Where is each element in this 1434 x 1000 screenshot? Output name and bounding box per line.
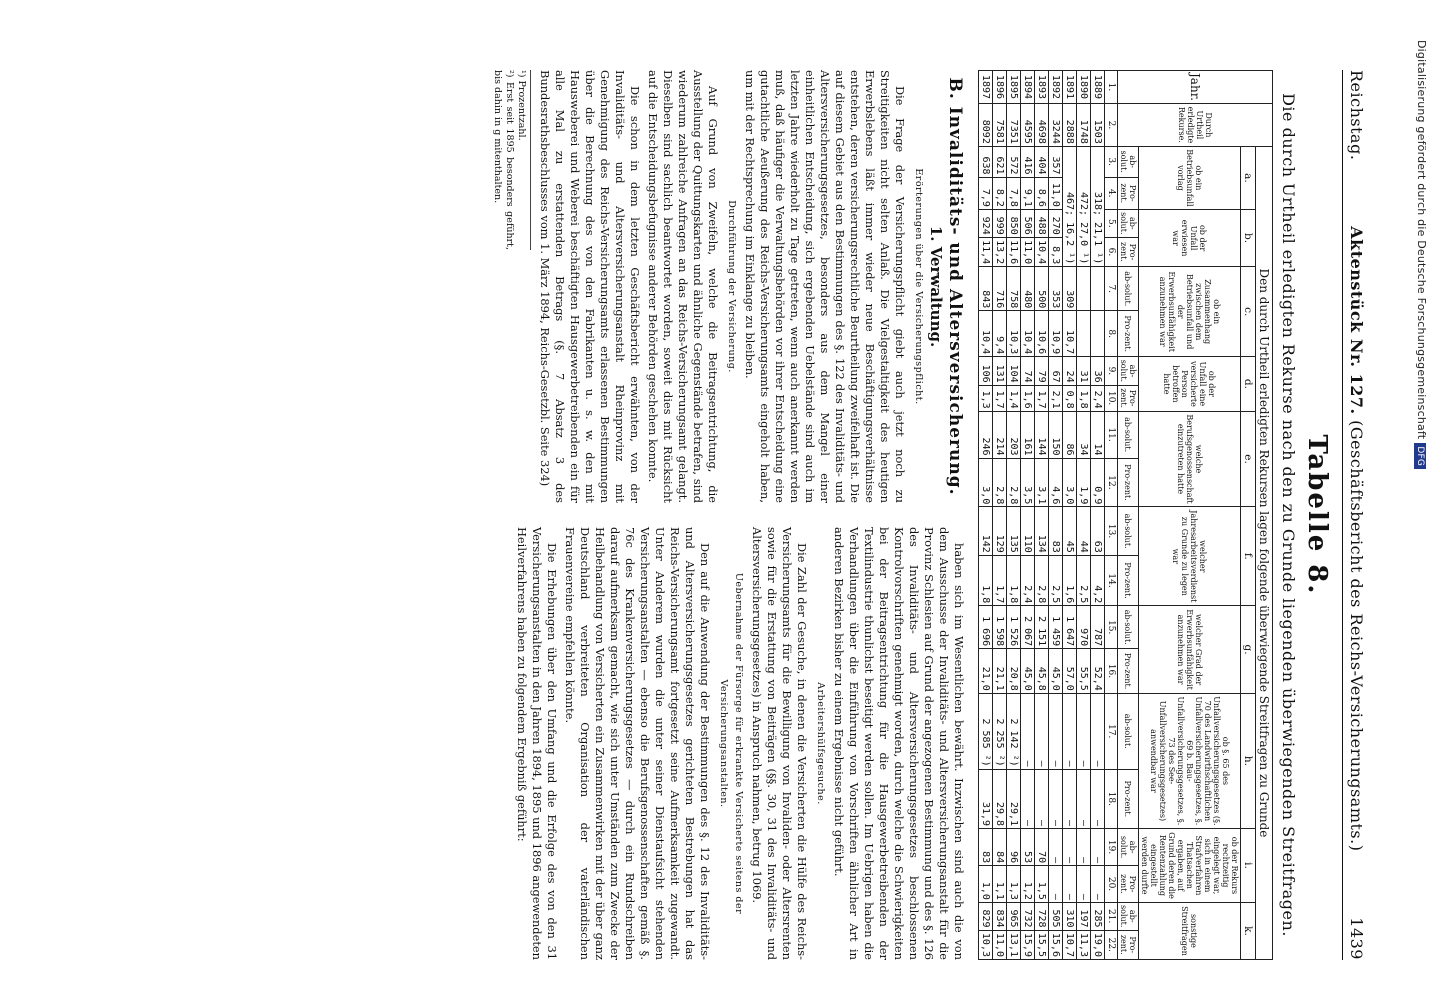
- header-group-desc: ob der Unfall erwiesen war: [1139, 209, 1241, 266]
- cell-value: 31: [1077, 357, 1091, 385]
- cell-value: —: [1091, 769, 1105, 828]
- cell-value: 1,1: [993, 866, 1007, 903]
- header-group-letter: d.: [1241, 357, 1256, 412]
- subsection-heading: 1. Verwaltung.: [927, 225, 945, 348]
- cell-value: 74: [1021, 357, 1035, 385]
- cell-value: 55,5: [1077, 649, 1091, 694]
- cell-value: 110: [1021, 507, 1035, 555]
- cell-value: 2,4: [1091, 385, 1105, 411]
- header-absolute: ab-solut.: [1118, 693, 1139, 769]
- cell-value: 1,7: [993, 555, 1007, 605]
- header-group-desc: ob ein Betriebsunfall vorlag: [1139, 146, 1241, 209]
- cell-value: 357: [1049, 146, 1063, 177]
- header-absolute: ab-solut.: [1118, 902, 1139, 930]
- cell-value: —: [1049, 866, 1063, 903]
- cell-value: 2,4: [1021, 555, 1035, 605]
- dfg-credit-text: Digitalisierung gefördert durch die Deutsche ForschungsgemeinschaftDFG: [1414, 40, 1428, 469]
- cell-value: —: [1021, 769, 1035, 828]
- table-row: [1021, 71, 1035, 960]
- cell-value: 14: [1091, 411, 1105, 458]
- table-subtitle: Die durch Urtheil erledigten Rekurse nach den zu Grunde liegenden überwiegenden Streitfragen.: [1279, 93, 1298, 937]
- cell-value: 84: [993, 829, 1007, 866]
- header-group-letter: a.: [1241, 146, 1256, 209]
- cell-value: 1,7: [993, 385, 1007, 411]
- paragraph: haben sich im Wesentlichen bewährt. Inzwischen sind auch die von dem Ausschusse der Invaliditäts- und Altersversicherungsanstalt für die Provinz Schlesien auf Grund der angezogenen Bestimmung und des §. 126 des Invaliditäts- und Altersversicherungsgesetzes beschlossenen Kontrolvorschriften genehmigt worden, durch welche die Schwierigkeiten bei der Beitragsentrichtung für die Hausgewerbetreibenden der Textilindustrie thunlichst beseitigt werden sollen. Im Uebrigen haben die Verhandlungen über die Einführung von Vorschriften ähnlicher Art in anderen Bezirken bisher zu einem Ergebnisse nicht geführt.: [832, 527, 966, 960]
- cell-value: 416: [1021, 146, 1035, 177]
- header-center: Aktenstück Nr. 127. (Geschäftsbericht des Reichs-Versicherungsamts.): [1347, 226, 1366, 852]
- cell-value: 197: [1077, 902, 1091, 930]
- cell-value: 83: [1049, 507, 1063, 555]
- cell-value: 11,0: [1049, 177, 1063, 209]
- cell-value: 203: [1007, 411, 1021, 458]
- header-group-letter: f.: [1241, 507, 1256, 606]
- column-number: 9.: [1105, 357, 1118, 385]
- cell-value: 150: [1049, 411, 1063, 458]
- cell-value: 1,3: [979, 385, 993, 411]
- header-percent: Pro-zent.: [1118, 237, 1139, 267]
- cell-value: 480: [1021, 267, 1035, 311]
- column-number: 1.: [1105, 71, 1118, 104]
- header-percent: Pro-zent.: [1118, 555, 1139, 605]
- cell-value: 9,4: [993, 311, 1007, 357]
- table-title: Tabelle 8.: [1302, 434, 1332, 596]
- cell-value: 45,0: [1021, 649, 1035, 694]
- header-group-letter: e.: [1241, 411, 1256, 507]
- column-number: 13.: [1105, 507, 1118, 555]
- cell-value: 36: [1091, 357, 1105, 385]
- table-row: [1007, 71, 1021, 960]
- cell-value: [1091, 311, 1105, 357]
- cell-value: 44: [1077, 507, 1091, 555]
- digitization-credit: [1404, 0, 1434, 1000]
- cell-value: 850: [1007, 209, 1021, 237]
- cell-total: 7351: [1007, 103, 1021, 146]
- page-header: [1342, 70, 1366, 960]
- minor-heading: Erörterungen über die Versicherungspflicht.: [913, 168, 924, 405]
- paragraph: Die Frage der Versicherungspflicht giebt auch jetzt noch zu Streitigkeiten nicht selten Anlaß. Die Vielgestaltigkeit des heutigen Erwerbslebens läßt immer wieder neue Beschäftigungsverhältnisse entstehen, deren versicherungsrechtliche Beurtheilung zweifelhaft ist. Die auf diesem Gebiet aus den Bestimmungen des §. 122 des Invaliditäts- und Altersversicherungsgesetzes, besonders aus dem Mangel einer einheitlichen Entscheidung, sich ergebenden Uebelstände sind auch im letzten Jahre wiederholt zu Tage getreten, wenn auch anerkannt werden muß, daß häufiger die Verwaltungsbehörden vor ihrer Entscheidung eine gutachtliche Aeußerung des Reichs-Versicherungsamts eingeholt haben, um mit der Rechtsprechung im Einklange zu bleiben.: [743, 70, 907, 503]
- cell-value: [1077, 267, 1091, 311]
- header-year: Jahr.: [1118, 71, 1273, 104]
- cell-value: —: [1091, 693, 1105, 769]
- cell-value: 13,2: [993, 237, 1007, 267]
- paragraph: Auf Grund von Zweifeln, welche die Beitragsentrichtung, die Ausstellung der Quittungskarten und ähnliche Gegenstände betrafen, sind wiederum zahlreiche Anfragen an das Reichs-Versicherungsamt gelangt. Dieselben sind sachlich beantwortet worden, soweit dies mit Rücksicht auf die Entscheidungsbefugnisse anderer Behörden geschehen konnte.: [646, 70, 720, 503]
- cell-value: 29,8: [993, 769, 1007, 828]
- column-number: 12.: [1105, 458, 1118, 507]
- cell-value: 1 647: [1063, 606, 1077, 649]
- cell-value: 787: [1091, 606, 1105, 649]
- cell-value: 8,2: [993, 177, 1007, 209]
- header-absolute: ab-solut.: [1118, 267, 1139, 311]
- cell-value: 10,3: [979, 930, 993, 959]
- cell-value: 1,0: [979, 866, 993, 903]
- column-number: 2.: [1105, 103, 1118, 146]
- cell-value: 131: [993, 357, 1007, 385]
- cell-value: 34: [1077, 411, 1091, 458]
- cell-value: 1,8: [979, 555, 993, 605]
- header-left: Reichstag.: [1347, 70, 1366, 161]
- cell-value: —: [1049, 769, 1063, 828]
- header-absolute: ab-solut.: [1118, 507, 1139, 555]
- paragraph: Den auf die Anwendung der Bestimmungen des §. 12 des Invaliditäts- und Altersversicherungsgesetzes gerichteten Bestrebungen hat das Reichs-Versicherungsamt fortgesetzt seine Aufmerksamkeit zugewandt. Unter Anderem wurden die unter seiner Dienstaufsicht stehenden Versicherungsanstalten — ebenso die Berufsgenossenschaften gemäß §. 76c des Krankenversicherungsgesetzes — durch ein Rundschreiben darauf aufmerksam gemacht, wie sich unter Umständen zum Zwecke der Heilbehandlung von Versicherten ein Zusammenwirken mit der über ganz Deutschland verbreiteten Organisation der vaterländischen Frauenvereine empfehlen könnte.: [563, 527, 712, 960]
- cell-value: 1,4: [1007, 385, 1021, 411]
- table-row: [1091, 71, 1105, 960]
- cell-value: 2,5: [1049, 555, 1063, 605]
- cell-value: 15,5: [1035, 930, 1049, 959]
- table-row: [1063, 71, 1077, 960]
- cell-value: 3,1: [1035, 458, 1049, 507]
- cell-value: 10,4: [979, 311, 993, 357]
- cell-value: 0,9: [1091, 458, 1105, 507]
- cell-value: —: [1063, 693, 1077, 769]
- cell-value: 1,6: [1021, 385, 1035, 411]
- page-number: 1439: [1347, 917, 1366, 960]
- cell-value: 404: [1035, 146, 1049, 177]
- cell-value: 488: [1035, 209, 1049, 237]
- cell-value: 285: [1091, 902, 1105, 930]
- cell-value: 999: [993, 209, 1007, 237]
- statistics-table: [978, 70, 1273, 960]
- header-absolute: ab-solut.: [1118, 829, 1139, 866]
- cell-year: 1896: [993, 71, 1007, 104]
- cell-value: 83: [979, 829, 993, 866]
- cell-total: 2888: [1063, 103, 1077, 146]
- cell-value: 2,1: [1049, 385, 1063, 411]
- minor-heading: Arbeitershülfsgesuche.: [815, 682, 826, 805]
- cell-value: 1,8: [1077, 385, 1091, 411]
- header-percent: Pro-zent.: [1118, 866, 1139, 903]
- header-absolute: ab-solut.: [1118, 209, 1139, 237]
- cell-year: 1895: [1007, 71, 1021, 104]
- cell-total: 8092: [979, 103, 993, 146]
- table-row: [1049, 71, 1063, 960]
- cell-value: 11,3: [1077, 930, 1091, 959]
- column-number: 4.: [1105, 177, 1118, 209]
- column-number: 6.: [1105, 237, 1118, 267]
- cell-value: 21,1: [993, 649, 1007, 694]
- cell-value: 10,4: [1021, 311, 1035, 357]
- cell-value: 10,4: [1035, 237, 1049, 267]
- header-percent: Pro-zent.: [1118, 177, 1139, 209]
- column-number: 16.: [1105, 649, 1118, 694]
- cell-value: —: [1077, 866, 1091, 903]
- header-percent: Pro-zent.: [1118, 458, 1139, 507]
- cell-value: 716: [993, 267, 1007, 311]
- paragraph: Die Zahl der Gesuche, in denen die Versicherten die Hülfe des Reichs-Versicherungsamts für die Bewilligung von Invaliden- oder Altersrenten sowie für die Erstattung von Beiträgen (§§. 30, 31 des Invaliditäts- und Altersversicherungsgesetzes) in Anspruch nahmen, betrug 1069.: [750, 527, 809, 960]
- cell-value: 86: [1063, 411, 1077, 458]
- table-row: [993, 71, 1007, 960]
- cell-value: 506: [1021, 209, 1035, 237]
- cell-value: 829: [979, 902, 993, 930]
- cell-value: 2 142 ²): [1007, 693, 1021, 769]
- cell-value: 13,1: [1007, 930, 1021, 959]
- column-number: 10.: [1105, 385, 1118, 411]
- cell-value: 57,0: [1063, 649, 1077, 694]
- cell-value: 246: [979, 411, 993, 458]
- left-column: [491, 70, 966, 503]
- cell-combined-ab: 472; 27,0 ¹): [1077, 146, 1091, 266]
- cell-value: 843: [979, 267, 993, 311]
- header-group-desc: ob ein Zusammenhang zwischen dem Betriebsunfall und der Erwerbsunfähigkeit anzunehmen war: [1139, 267, 1241, 357]
- cell-total: 1748: [1077, 103, 1091, 146]
- minor-heading: Uebernahme der Fürsorge für erkrankte Versicherte seitens der Versicherungsanstalten.: [718, 572, 744, 915]
- cell-year: 1890: [1077, 71, 1091, 104]
- footnotes: [491, 70, 531, 250]
- header-percent: Pro-zent.: [1118, 769, 1139, 828]
- cell-value: —: [1049, 829, 1063, 866]
- cell-value: 758: [1007, 267, 1021, 311]
- cell-value: 2 067: [1021, 606, 1035, 649]
- cell-value: 10,7: [1063, 930, 1077, 959]
- cell-value: 9,1: [1021, 177, 1035, 209]
- paragraph: Die schon in dem letzten Geschäftsbericht erwähnten, von der Invaliditäts- und Altersversicherungsanstalt Rheinprovinz mit Genehmigung des Reichs-Versicherungsamts erlassenen Bestimmungen über die Berechnung des von den Fabrikanten u. s. w. den mit Hausweberei und Weberei beschäftigten Hausgewerbetreibenden ein für alle Mal zu erstattenden Betrags (§. 7 Absatz 3 des Bundesrathsbeschlusses vom 1. März 1894, Reichs-Gesetzbl. Seite 324): [538, 70, 642, 503]
- cell-value: 104: [1007, 357, 1021, 385]
- cell-value: —: [1035, 769, 1049, 828]
- cell-total: 1503: [1091, 103, 1105, 146]
- cell-value: 214: [993, 411, 1007, 458]
- cell-value: 353: [1049, 267, 1063, 311]
- cell-value: 11,0: [993, 930, 1007, 959]
- header-group-desc: ob §. 65 des Unfallversicherungsgesetzes (§. 70 des Landwirthschaftlichen Unfallversicherungsgesetzes, §. 69 b. Bau-Unfallversicherungsgesetzes, §. 73 des See-Unfallversicherungsgesetzes) anwendbar war: [1139, 693, 1241, 828]
- cell-value: 309: [1063, 267, 1077, 311]
- cell-value: 21,0: [979, 649, 993, 694]
- cell-value: 45: [1063, 507, 1077, 555]
- column-number: 7.: [1105, 267, 1118, 311]
- cell-value: —: [1091, 866, 1105, 903]
- cell-value: 1,5: [1035, 866, 1049, 903]
- header-total: Durch Urtheil erledigte Rekurse.: [1118, 103, 1273, 146]
- cell-value: 19,0: [1091, 930, 1105, 959]
- cell-value: 52,4: [1091, 649, 1105, 694]
- header-percent: Pro-zent.: [1118, 385, 1139, 411]
- cell-value: —: [1063, 769, 1077, 828]
- cell-value: 29,1: [1007, 769, 1021, 828]
- cell-value: 63: [1091, 507, 1105, 555]
- footnote-1: ¹) Prozentzahl.: [516, 70, 527, 141]
- cell-value: 924: [979, 209, 993, 237]
- cell-value: 2,5: [1077, 555, 1091, 605]
- column-number: 17.: [1105, 693, 1118, 769]
- section-heading: B. Invaliditäts- und Altersversicherung.: [945, 77, 965, 496]
- header-absolute: ab-solut.: [1118, 146, 1139, 177]
- header-group-letter: k.: [1241, 902, 1256, 959]
- column-number: 5.: [1105, 209, 1118, 237]
- cell-total: 3244: [1049, 103, 1063, 146]
- header-group-letter: b.: [1241, 209, 1256, 266]
- cell-value: 572: [1007, 146, 1021, 177]
- cell-combined-ab: 467; 16,2 ¹): [1063, 146, 1077, 266]
- cell-value: 8,3: [1049, 237, 1063, 267]
- cell-value: 135: [1007, 507, 1021, 555]
- header-absolute: ab-solut.: [1118, 411, 1139, 458]
- cell-value: 45,8: [1035, 649, 1049, 694]
- cell-value: 142: [979, 507, 993, 555]
- header-group-letter: h.: [1241, 693, 1256, 828]
- cell-value: 2 151: [1035, 606, 1049, 649]
- cell-value: 31,9: [979, 769, 993, 828]
- cell-value: 53: [1021, 829, 1035, 866]
- cell-value: 45,0: [1049, 649, 1063, 694]
- cell-year: 1891: [1063, 71, 1077, 104]
- cell-value: 129: [993, 507, 1007, 555]
- cell-value: 2 255 ²): [993, 693, 1007, 769]
- text-columns: [491, 70, 966, 960]
- header-group-desc: welche Berufsgenossenschaft einzutreten hatte: [1139, 411, 1241, 507]
- cell-value: 10,6: [1035, 311, 1049, 357]
- cell-value: 638: [979, 146, 993, 177]
- column-number: 21.: [1105, 902, 1118, 930]
- cell-value: 10,9: [1049, 311, 1063, 357]
- cell-combined-ab: 318; 21,1 ¹): [1091, 146, 1105, 266]
- dfg-logo: DFG: [1414, 443, 1426, 469]
- header-absolute: ab-solut.: [1118, 606, 1139, 649]
- cell-value: 1,7: [1035, 385, 1049, 411]
- cell-value: 3,0: [979, 458, 993, 507]
- minor-heading: Durchführung der Versicherung.: [726, 200, 737, 373]
- cell-value: 1,8: [1007, 555, 1021, 605]
- cell-value: 1 598: [993, 606, 1007, 649]
- cell-value: 1,3: [1007, 866, 1021, 903]
- column-number: 8.: [1105, 311, 1118, 357]
- header-percent: Pro-zent.: [1118, 930, 1139, 959]
- cell-value: 1 526: [1007, 606, 1021, 649]
- cell-value: 2 585 ²): [979, 693, 993, 769]
- cell-value: 2,8: [1035, 555, 1049, 605]
- column-number: 11.: [1105, 411, 1118, 458]
- cell-value: 24: [1063, 357, 1077, 385]
- cell-value: [1091, 267, 1105, 311]
- cell-value: 15,9: [1021, 930, 1035, 959]
- cell-value: 4,6: [1049, 458, 1063, 507]
- cell-value: 2,8: [1007, 458, 1021, 507]
- cell-value: 20,8: [1007, 649, 1021, 694]
- header-group-desc: ob der Rekurs rechtzeitig eingelegt war, sich in einem Strafverfahren Thatsachen ergaben, auf Grund deren die Rentenzahlung eingestellt werden durfte: [1139, 829, 1241, 903]
- cell-value: 1 459: [1049, 606, 1063, 649]
- cell-value: 10,7: [1063, 311, 1077, 357]
- cell-year: 1893: [1035, 71, 1049, 104]
- cell-value: 505: [1049, 902, 1063, 930]
- header-group-desc: welcher Grad der Erwerbsunfähigkeit anzunehmen war: [1139, 606, 1241, 694]
- cell-year: 1892: [1049, 71, 1063, 104]
- cell-value: —: [1077, 769, 1091, 828]
- cell-value: 10,3: [1007, 311, 1021, 357]
- header-group-desc: ob der Unfall eine versicherte Person betroffen hatte: [1139, 357, 1241, 412]
- cell-value: 621: [993, 146, 1007, 177]
- table-row: [1035, 71, 1049, 960]
- cell-value: 728: [1035, 902, 1049, 930]
- column-number: 19.: [1105, 829, 1118, 866]
- cell-value: 500: [1035, 267, 1049, 311]
- column-number: 20.: [1105, 866, 1118, 903]
- cell-value: 1,9: [1077, 458, 1091, 507]
- cell-year: 1894: [1021, 71, 1035, 104]
- cell-value: —: [1049, 693, 1063, 769]
- column-number: 14.: [1105, 555, 1118, 605]
- cell-value: —: [1091, 829, 1105, 866]
- cell-value: —: [1077, 693, 1091, 769]
- cell-value: 4,2: [1091, 555, 1105, 605]
- cell-value: 1 696: [979, 606, 993, 649]
- right-column: [491, 527, 966, 960]
- cell-total: 4698: [1035, 103, 1049, 146]
- cell-value: 67: [1049, 357, 1063, 385]
- cell-value: 732: [1021, 902, 1035, 930]
- cell-value: 0,8: [1063, 385, 1077, 411]
- column-number: 15.: [1105, 606, 1118, 649]
- table-row: [979, 71, 993, 960]
- cell-value: 1,6: [1063, 555, 1077, 605]
- cell-value: 11,0: [1021, 237, 1035, 267]
- cell-total: 7581: [993, 103, 1007, 146]
- header-group-desc: sonstige Streitfragen: [1139, 902, 1241, 959]
- table-row: [1077, 71, 1091, 960]
- header-group-letter: i.: [1241, 829, 1256, 903]
- cell-value: 7,9: [979, 177, 993, 209]
- cell-value: 270: [1049, 209, 1063, 237]
- cell-value: —: [1035, 693, 1049, 769]
- header-percent: Pro-zent.: [1118, 311, 1139, 357]
- cell-value: 1,2: [1021, 866, 1035, 903]
- cell-value: —: [1063, 866, 1077, 903]
- cell-value: 79: [1035, 357, 1049, 385]
- cell-value: 8,6: [1035, 177, 1049, 209]
- cell-value: 3,0: [1063, 458, 1077, 507]
- cell-value: [1077, 311, 1091, 357]
- cell-value: —: [1063, 829, 1077, 866]
- column-number: 18.: [1105, 769, 1118, 828]
- cell-value: 70: [1035, 829, 1049, 866]
- cell-value: —: [1021, 693, 1035, 769]
- cell-total: 4595: [1021, 103, 1035, 146]
- cell-value: 11,4: [979, 237, 993, 267]
- header-percent: Pro-zent.: [1118, 649, 1139, 694]
- header-group-desc: welcher Jahresarbeitsverdienst zu Grunde zu legen war: [1139, 507, 1241, 606]
- header-group-letter: g.: [1241, 606, 1256, 694]
- cell-value: 7,8: [1007, 177, 1021, 209]
- cell-year: 1889: [1091, 71, 1105, 104]
- cell-value: 310: [1063, 902, 1077, 930]
- header-absolute: ab-solut.: [1118, 357, 1139, 385]
- cell-value: 11,6: [1007, 237, 1021, 267]
- cell-value: 134: [1035, 507, 1049, 555]
- cell-value: 965: [1007, 902, 1021, 930]
- cell-value: 2,8: [993, 458, 1007, 507]
- column-number: 22.: [1105, 930, 1118, 959]
- footnote-2: ²) Erst seit 1895 besonders geführt, bis dahin in g mitenthalten.: [492, 70, 515, 250]
- cell-value: 96: [1007, 829, 1021, 866]
- cell-value: 834: [993, 902, 1007, 930]
- cell-year: 1897: [979, 71, 993, 104]
- header-streitfragen: Den durch Urtheil erledigten Rekursen lagen folgende überwiegende Streitfragen zu Grunde: [1256, 146, 1273, 959]
- cell-value: 161: [1021, 411, 1035, 458]
- cell-value: 3,5: [1021, 458, 1035, 507]
- column-number: 3.: [1105, 146, 1118, 177]
- cell-value: 106: [979, 357, 993, 385]
- paragraph: Die Erhebungen über den Umfang und die Erfolge des von den 31 Versicherungsanstalten in den Jahren 1894, 1895 und 1896 angewendeten Heilverfahrens haben zu folgendem Ergebniß geführt:: [515, 527, 559, 960]
- cell-value: 15,6: [1049, 930, 1063, 959]
- cell-value: 144: [1035, 411, 1049, 458]
- cell-value: —: [1077, 829, 1091, 866]
- header-group-letter: c.: [1241, 267, 1256, 357]
- cell-value: 970: [1077, 606, 1091, 649]
